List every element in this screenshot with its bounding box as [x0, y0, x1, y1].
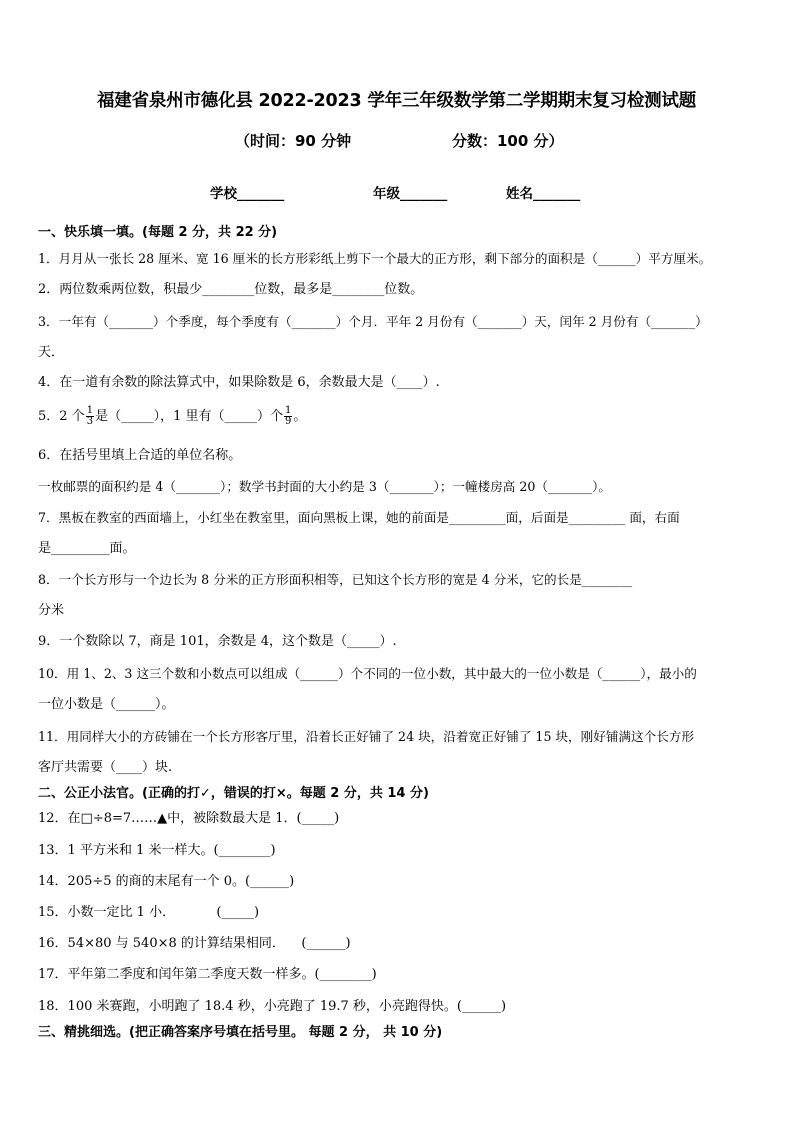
question-5-part1: 5．2 个 — [38, 409, 85, 424]
question-7-line2: 是_________面。 — [38, 541, 136, 556]
question-11-line1: 11．用同样大小的方砖铺在一个长方形客厅里，沿着长正好铺了 24 块，沿着宽正好铺了 15 块，刚好铺满这个长方形 — [38, 729, 694, 744]
question-10-line2: 一位小数是（______）。 — [38, 697, 175, 712]
fraction-numerator: 1 — [86, 405, 94, 416]
question-4: 4．在一道有余数的除法算式中，如果除数是 6，余数最大是（____）. — [38, 375, 440, 390]
question-17: 17．平年第二季度和闰年第二季度天数一样多。(________) — [38, 967, 377, 982]
name-field: 姓名_______ — [506, 186, 581, 202]
grade-field: 年级_______ — [373, 186, 448, 202]
section2-heading: 二、公正小法官。(正确的打✓，错误的打×。每题 2 分，共 14 分) — [38, 786, 429, 801]
question-8-line1: 8．一个长方形与一个边长为 8 分米的正方形面积相等，已知这个长方形的宽是 4 分米，它的长是________ — [38, 572, 633, 587]
question-11-line2: 客厅共需要（____）块. — [38, 760, 173, 775]
section3-heading: 三、精挑细选。(把正确答案序号填在括号里。 每题 2 分， 共 10 分) — [38, 1025, 443, 1040]
question-3-line1: 3．一年有（_______）个季度，每个季度有（_______）个月．平年 2 月份有（_______）天，闰年 2 月份有（_______） — [38, 314, 708, 329]
exam-score: 分数：100 分） — [452, 132, 564, 150]
exam-title: 福建省泉州市德化县 2022-2023 学年三年级数学第二学期期末复习检测试题 — [96, 91, 697, 111]
fraction-numerator: 1 — [284, 405, 292, 416]
question-16: 16．54×80 与 540×8 的计算结果相同． (______) — [38, 936, 351, 951]
question-12: 12．在□÷8=7……▲中，被除数最大是 1．(_____) — [38, 811, 340, 826]
fraction-one-ninth — [284, 406, 292, 427]
section1-heading: 一、快乐填一填。(每题 2 分，共 22 分) — [38, 225, 278, 240]
question-14: 14．205÷5 的商的末尾有一个 0。(______) — [38, 874, 295, 889]
fraction-one-third — [86, 406, 94, 427]
fraction-denominator: 3 — [86, 416, 94, 427]
exam-time: （时间：90 分钟 — [235, 132, 352, 150]
question-8-line2: 分米 — [38, 603, 65, 618]
question-5-part2: 是（_____），1 里有（_____）个 — [95, 409, 283, 424]
question-6-line1: 6．在括号里填上合适的单位名称。 — [38, 448, 242, 463]
question-9: 9．一个数除以 7，商是 101，余数是 4，这个数是（_____）. — [38, 634, 397, 649]
school-field: 学校_______ — [210, 186, 285, 202]
question-5 — [38, 406, 306, 427]
question-15: 15．小数一定比 1 小． (_____) — [38, 905, 260, 920]
question-10-line1: 10．用 1、2、3 这三个数和小数点可以组成（______）个不同的一位小数，其中最大的一位小数是（______），最小的 — [38, 666, 697, 681]
question-1: 1．月月从一张长 28 厘米、宽 16 厘米的长方形彩纸上剪下一个最大的正方形，剩下部分的面积是（______）平方厘米。 — [38, 251, 712, 266]
question-18: 18．100 米赛跑，小明跑了 18.4 秒，小亮跑了 19.7 秒，小亮跑得快。(______) — [38, 999, 507, 1014]
question-5-part3: 。 — [293, 409, 307, 424]
question-7-line1: 7．黑板在教室的西面墙上，小红坐在教室里，面向黑板上课，她的前面是_________面，后面是_________ 面，右面 — [38, 510, 680, 525]
fraction-denominator: 9 — [284, 416, 292, 427]
question-6-line2: 一枚邮票的面积约是 4（_______）；数学书封面的大小约是 3（_______）；一幢楼房高 20（_______）。 — [38, 479, 611, 494]
question-3-line2: 天． — [38, 345, 65, 360]
question-13: 13．1 平方米和 1 米一样大。(________) — [38, 843, 276, 858]
question-2: 2．两位数乘两位数，积最少________位数，最多是________位数。 — [38, 282, 424, 297]
